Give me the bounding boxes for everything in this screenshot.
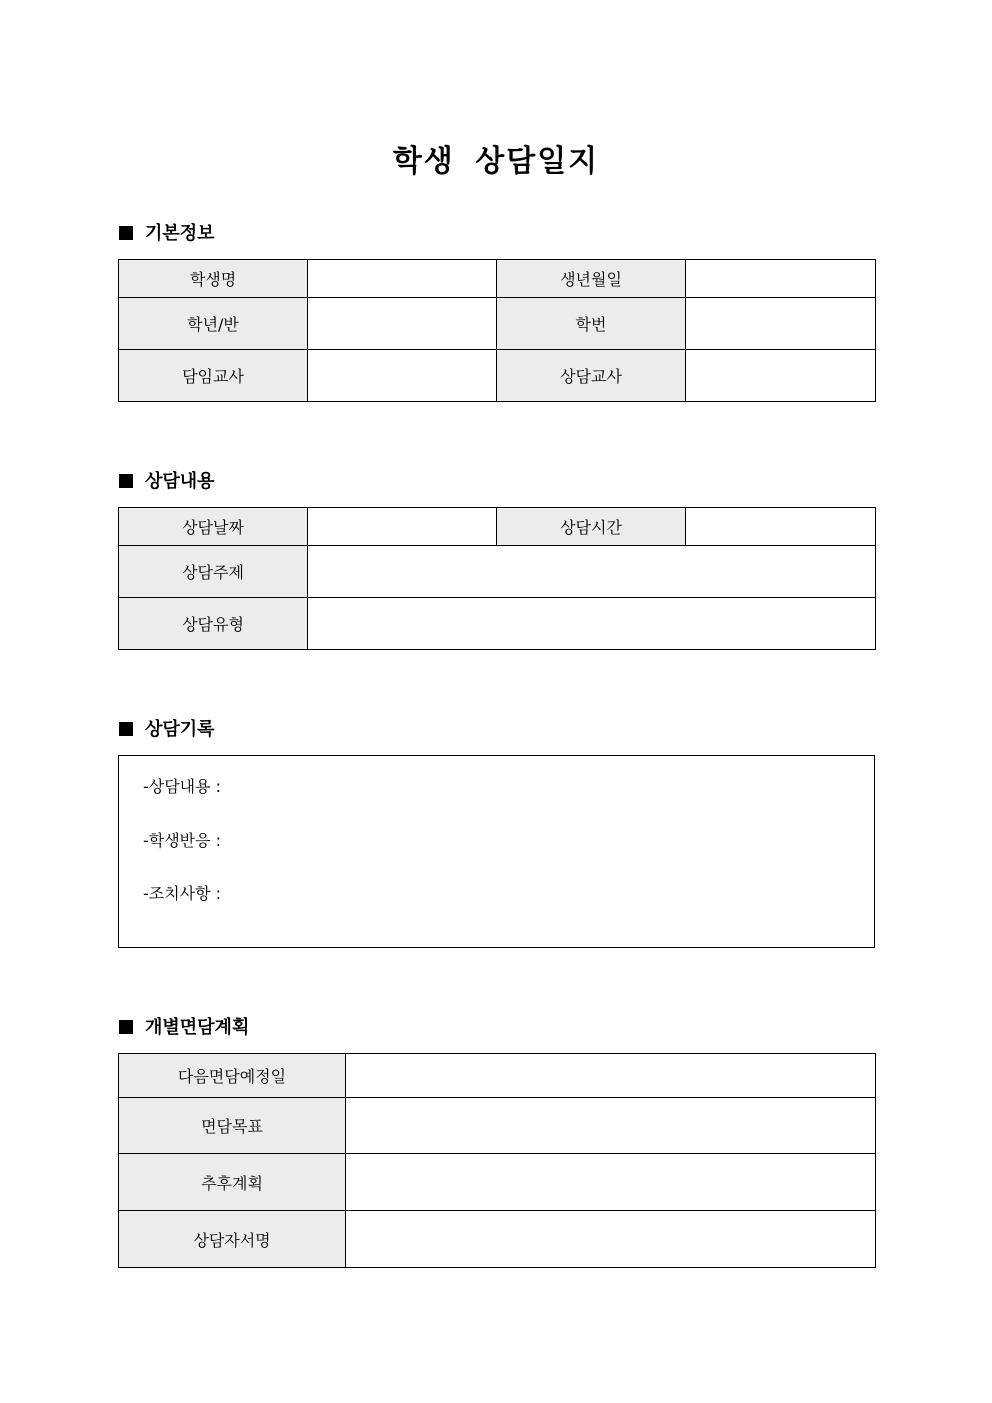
table-row (119, 260, 876, 298)
table-row (119, 1098, 876, 1154)
table-row (119, 1154, 876, 1211)
birthdate-field[interactable] (686, 260, 876, 298)
section-title: 상담기록 (145, 719, 215, 740)
square-bullet-icon (119, 474, 133, 488)
follow-up-plan-label: 추후계획 (119, 1154, 346, 1211)
page-title: 학생 상담일지 (392, 144, 600, 179)
section-title: 개별면담계획 (145, 1017, 250, 1038)
counselor-label: 상담교사 (497, 350, 686, 402)
record-line-student-reaction: -학생반응 : (143, 831, 222, 850)
counselor-signature-field[interactable] (346, 1211, 876, 1268)
table-row (119, 1054, 876, 1098)
consult-date-field[interactable] (308, 508, 497, 546)
follow-up-plan-field[interactable] (346, 1154, 876, 1211)
next-meeting-field[interactable] (346, 1054, 876, 1098)
record-line-content: -상담내용 : (143, 777, 222, 796)
table-row (119, 298, 876, 350)
table-row (119, 508, 876, 546)
square-bullet-icon (119, 1020, 133, 1034)
consult-time-field[interactable] (686, 508, 876, 546)
square-bullet-icon (119, 722, 133, 736)
consult-type-label: 상담유형 (119, 598, 308, 650)
section-title: 기본정보 (145, 223, 215, 244)
table-row (119, 546, 876, 598)
table-row (119, 598, 876, 650)
consult-content-table (118, 507, 876, 650)
table-row (119, 1211, 876, 1268)
individual-plan-table (118, 1053, 876, 1268)
basic-info-table (118, 259, 876, 402)
homeroom-teacher-field[interactable] (308, 350, 497, 402)
section-title: 상담내용 (145, 471, 215, 492)
counselor-field[interactable] (686, 350, 876, 402)
student-number-label: 학번 (497, 298, 686, 350)
next-meeting-label: 다음면담예정일 (119, 1054, 346, 1098)
consult-time-label: 상담시간 (497, 508, 686, 546)
consult-type-field[interactable] (308, 598, 876, 650)
consult-record-box[interactable] (118, 755, 875, 948)
consult-topic-field[interactable] (308, 546, 876, 598)
homeroom-teacher-label: 담임교사 (119, 350, 308, 402)
square-bullet-icon (119, 226, 133, 240)
consult-date-label: 상담날짜 (119, 508, 308, 546)
grade-class-label: 학년/반 (119, 298, 308, 350)
student-number-field[interactable] (686, 298, 876, 350)
meeting-goal-label: 면담목표 (119, 1098, 346, 1154)
record-line-actions: -조치사항 : (143, 884, 222, 903)
section-heading-individual-plan (119, 1016, 249, 1040)
consult-topic-label: 상담주제 (119, 546, 308, 598)
section-heading-consult-content (119, 470, 215, 494)
meeting-goal-field[interactable] (346, 1098, 876, 1154)
student-name-label: 학생명 (119, 260, 308, 298)
grade-class-field[interactable] (308, 298, 497, 350)
table-row (119, 350, 876, 402)
counselor-signature-label: 상담자서명 (119, 1211, 346, 1268)
section-heading-basic-info (119, 222, 215, 246)
section-heading-consult-record (119, 718, 215, 742)
student-name-field[interactable] (308, 260, 497, 298)
birthdate-label: 생년월일 (497, 260, 686, 298)
